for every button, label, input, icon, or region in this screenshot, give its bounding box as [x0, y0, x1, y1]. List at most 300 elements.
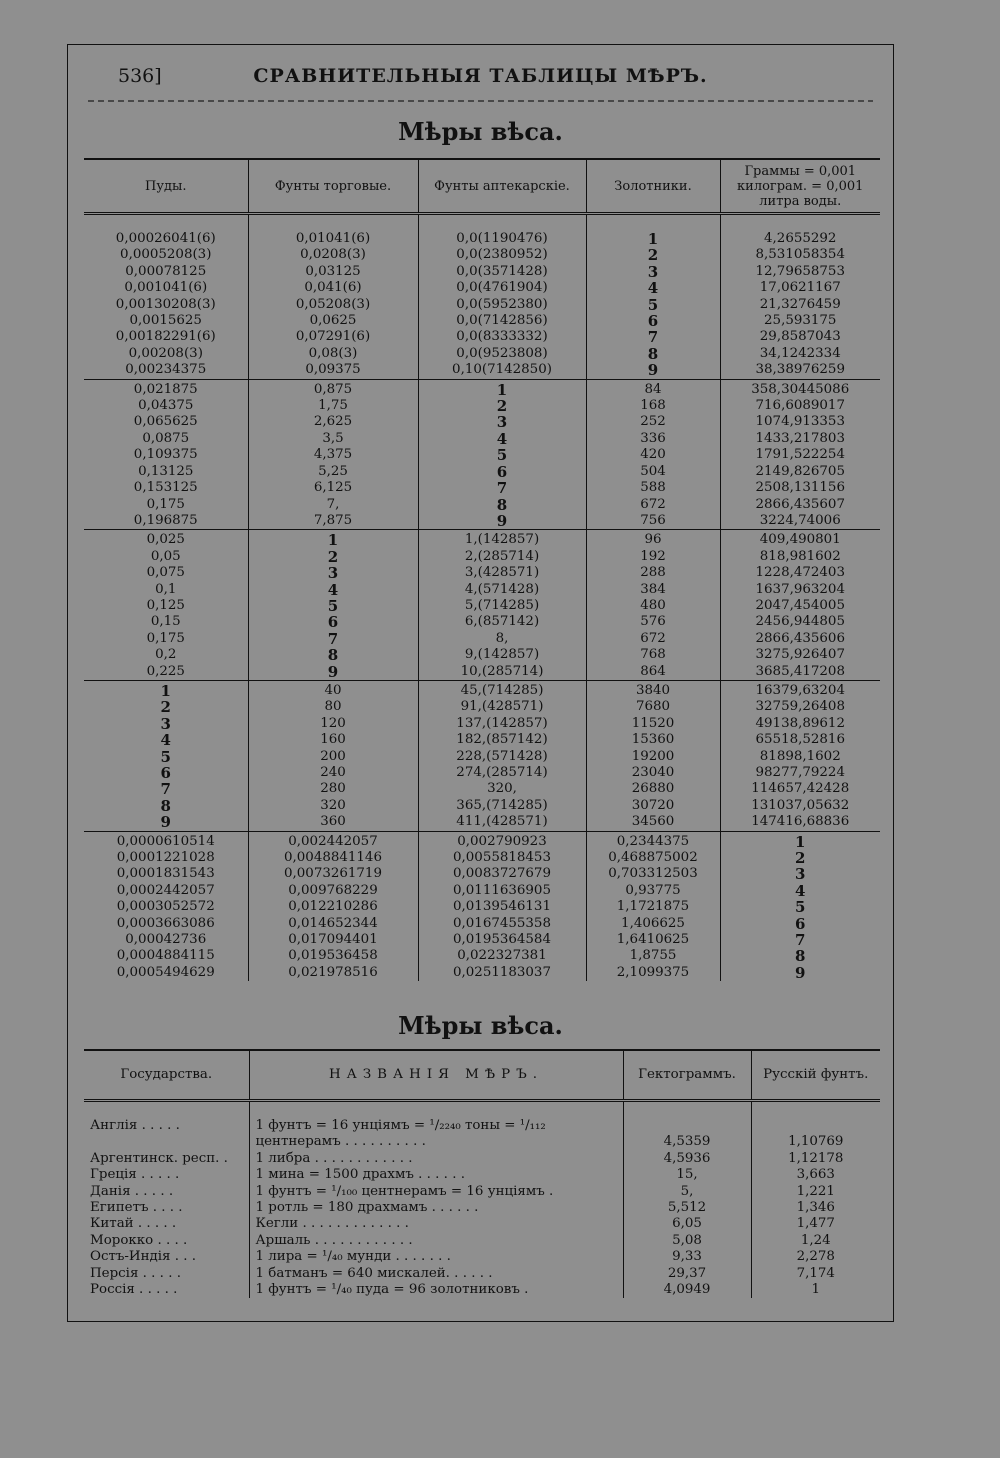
- cell-zolotniki: 9: [586, 362, 720, 379]
- table-row: [84, 1249, 880, 1265]
- section-title-1: Мѣры вѣса.: [398, 117, 563, 146]
- cell-hectograms: 5,: [623, 1184, 751, 1200]
- cell-pudy: 6: [160, 765, 171, 782]
- table-row: [84, 362, 880, 379]
- cell-zolotniki: 3: [586, 264, 720, 280]
- cell-measure-name: 1 фунтъ = ¹/₄₀ пуда = 96 золотниковъ .: [249, 1282, 623, 1298]
- cell-state: Китай . . . . .: [90, 1216, 177, 1232]
- table-row: [84, 749, 880, 765]
- cell-funty-aptekarskie: 0,0(5952380): [418, 297, 586, 313]
- table-row: [84, 798, 880, 814]
- cell-funty-aptekarskie: 0,0(8333332): [418, 329, 586, 345]
- cell-measure-name: Аршаль . . . . . . . . . . . .: [249, 1233, 623, 1249]
- cell-zolotniki: 8: [586, 346, 720, 362]
- cell-pudy: 0,05: [150, 548, 181, 564]
- cell-funty-torgovye: 0,0048841146: [248, 850, 418, 866]
- cell-funty-aptekarskie: 7: [418, 480, 586, 496]
- cell-pudy: 0,13125: [138, 463, 194, 479]
- cell-funty-torgovye: 7,875: [248, 513, 418, 530]
- cell-zolotniki: 588: [586, 480, 720, 496]
- cell-funty-torgovye: 0,0625: [248, 313, 418, 329]
- cell-funty-aptekarskie: 0,0111636905: [418, 883, 586, 899]
- cell-zolotniki: 0,93775: [586, 883, 720, 899]
- cell-grammy: 21,3276459: [720, 297, 880, 313]
- table-row: [84, 447, 880, 463]
- cell-pudy: 0,00234375: [125, 362, 207, 378]
- table-row: [84, 414, 880, 430]
- table-row: [84, 765, 880, 781]
- cell-grammy: 131037,05632: [720, 798, 880, 814]
- cell-measure-name: 1 либра . . . . . . . . . . . .: [249, 1151, 623, 1167]
- cell-funty-aptekarskie: 2,(285714): [418, 549, 586, 565]
- cell-grammy: 1637,963204: [720, 582, 880, 598]
- cell-hectograms: 4,5936: [623, 1151, 751, 1167]
- cell-funty-aptekarskie: 320,: [418, 781, 586, 797]
- cell-grammy: 3685,417208: [720, 664, 880, 681]
- cell-zolotniki: 672: [586, 631, 720, 647]
- cell-funty-aptekarskie: 1,(142857): [418, 530, 586, 549]
- cell-grammy: 114657,42428: [720, 781, 880, 797]
- spacer-cell: [418, 214, 586, 232]
- cell-funty-aptekarskie: 182,(857142): [418, 732, 586, 748]
- cell-pudy: 0,2: [155, 647, 177, 663]
- cell-state: Англія . . . . .: [90, 1118, 180, 1133]
- cell-grammy: 1791,522254: [720, 447, 880, 463]
- cell-hectograms: 15,: [623, 1167, 751, 1183]
- cell-funty-torgovye: 0,019536458: [248, 948, 418, 964]
- page: [67, 44, 894, 1322]
- cell-grammy: 147416,68836: [720, 814, 880, 831]
- cell-state: Остъ-Индія . . .: [90, 1249, 197, 1265]
- cell-funty-torgovye: 0,017094401: [248, 932, 418, 948]
- cell-state: Аргентинск. респ. .: [90, 1150, 228, 1166]
- cell-funty-torgovye: 0,07291(6): [248, 329, 418, 345]
- cell-funty-torgovye: 360: [248, 814, 418, 831]
- cell-zolotniki: 2,1099375: [586, 965, 720, 981]
- cell-pudy: 0,0004884115: [116, 948, 215, 964]
- cell-grammy: 12,79658753: [720, 264, 880, 280]
- decorative-rule: [88, 97, 873, 105]
- table-row: [84, 329, 880, 345]
- cell-funty-torgovye: 5,25: [248, 464, 418, 480]
- cell-zolotniki: 11520: [586, 716, 720, 732]
- cell-state: Россія . . . . .: [90, 1282, 178, 1298]
- spacer-cell: [84, 1101, 249, 1119]
- cell-grammy: 358,30445086: [720, 379, 880, 398]
- table-row: [84, 1282, 880, 1298]
- cell-russian-pound: 2,278: [751, 1249, 880, 1265]
- cell-pudy: 0,0875: [142, 430, 190, 446]
- table-row: [84, 247, 880, 263]
- cell-grammy: 8,531058354: [720, 247, 880, 263]
- cell-funty-torgovye: 0,002442057: [248, 831, 418, 850]
- cell-funty-aptekarskie: 5: [418, 447, 586, 463]
- table-row: [84, 664, 880, 681]
- table-row: [84, 480, 880, 496]
- cell-state: Данія . . . . .: [90, 1183, 174, 1199]
- cell-grammy: 17,0621167: [720, 280, 880, 296]
- cell-russian-pound: 1,12178: [751, 1151, 880, 1167]
- cell-grammy: 3: [720, 866, 880, 882]
- spacer-cell: [751, 1101, 880, 1119]
- cell-funty-torgovye: 3: [248, 565, 418, 581]
- cell-funty-torgovye: 320: [248, 798, 418, 814]
- cell-zolotniki: 252: [586, 414, 720, 430]
- cell-russian-pound: [751, 1118, 880, 1134]
- cell-measure-name: 1 лира = ¹/₄₀ мунди . . . . . . .: [249, 1249, 623, 1265]
- cell-funty-aptekarskie: 0,0139546131: [418, 899, 586, 915]
- cell-pudy: 0,0003663086: [116, 915, 215, 931]
- cell-zolotniki: 5: [586, 297, 720, 313]
- cell-zolotniki: 15360: [586, 732, 720, 748]
- cell-russian-pound: 7,174: [751, 1266, 880, 1282]
- table-row: [84, 1167, 880, 1183]
- cell-funty-aptekarskie: 0,022327381: [418, 948, 586, 964]
- spacer-cell: [586, 214, 720, 232]
- cell-funty-aptekarskie: 0,10(7142850): [418, 362, 586, 379]
- cell-grammy: 38,38976259: [720, 362, 880, 379]
- cell-grammy: 5: [720, 899, 880, 915]
- table-row: [84, 965, 880, 981]
- table-row: [84, 280, 880, 296]
- cell-zolotniki: 6: [586, 313, 720, 329]
- table-row: [84, 497, 880, 513]
- cell-funty-torgovye: 1,75: [248, 398, 418, 414]
- cell-grammy: 49138,89612: [720, 716, 880, 732]
- cell-grammy: 7: [720, 932, 880, 948]
- cell-grammy: 1074,913353: [720, 414, 880, 430]
- table-row: [84, 1151, 880, 1167]
- cell-grammy: 2: [720, 850, 880, 866]
- cell-zolotniki: 420: [586, 447, 720, 463]
- cell-pudy: 0,15: [150, 614, 181, 630]
- cell-funty-torgovye: 0,0073261719: [248, 866, 418, 882]
- country-measures-table: [84, 1049, 880, 1298]
- table-row: [84, 379, 880, 398]
- cell-grammy: 3275,926407: [720, 647, 880, 663]
- header-zolotniki: Золотники.: [586, 159, 720, 214]
- table-header-row: [84, 1050, 880, 1101]
- cell-funty-aptekarskie: 5,(714285): [418, 598, 586, 614]
- cell-zolotniki: 1,1721875: [586, 899, 720, 915]
- section-title-2: Мѣры вѣса.: [398, 1011, 563, 1040]
- cell-hectograms: 6,05: [623, 1216, 751, 1232]
- cell-funty-torgovye: 7: [248, 631, 418, 647]
- weights-conversion-table: [84, 158, 880, 981]
- cell-zolotniki: 7680: [586, 699, 720, 715]
- cell-measure-name: 1 ротль = 180 драхмамъ . . . . . .: [249, 1200, 623, 1216]
- table-group-5: [84, 831, 880, 981]
- cell-pudy: 9: [160, 814, 171, 832]
- header-russian-pound: Русскій фунтъ.: [751, 1050, 880, 1101]
- cell-grammy: 4,2655292: [720, 231, 880, 247]
- cell-zolotniki: 1,406625: [586, 916, 720, 932]
- cell-zolotniki: 96: [586, 530, 720, 549]
- cell-russian-pound: 1,24: [751, 1233, 880, 1249]
- spacer-cell: [84, 214, 248, 232]
- cell-pudy: 8: [160, 797, 171, 815]
- cell-funty-aptekarskie: 0,0(2380952): [418, 247, 586, 263]
- cell-pudy: 0,021875: [133, 381, 198, 397]
- cell-pudy: 0,025: [146, 532, 185, 548]
- cell-funty-torgovye: 0,012210286: [248, 899, 418, 915]
- cell-grammy: 1: [720, 831, 880, 850]
- cell-funty-aptekarskie: 0,0195364584: [418, 932, 586, 948]
- page-header: [88, 65, 873, 95]
- cell-pudy: 0,075: [146, 565, 185, 581]
- cell-zolotniki: 864: [586, 664, 720, 681]
- cell-pudy: 0,00078125: [125, 263, 207, 279]
- cell-pudy: 0,0003052572: [116, 899, 215, 915]
- cell-funty-torgovye: 280: [248, 781, 418, 797]
- cell-zolotniki: 504: [586, 464, 720, 480]
- cell-funty-aptekarskie: 6,(857142): [418, 614, 586, 630]
- table-row: [84, 680, 880, 699]
- cell-pudy: 0,001041(6): [124, 280, 208, 296]
- cell-zolotniki: 0,468875002: [586, 850, 720, 866]
- cell-zolotniki: 7: [586, 329, 720, 345]
- table-row: [84, 1266, 880, 1282]
- cell-funty-aptekarskie: 8: [418, 497, 586, 513]
- spacer-cell: [720, 214, 880, 232]
- table-row: [84, 716, 880, 732]
- cell-zolotniki: 30720: [586, 798, 720, 814]
- cell-zolotniki: 192: [586, 549, 720, 565]
- cell-grammy: 4: [720, 883, 880, 899]
- cell-funty-aptekarskie: 0,0(3571428): [418, 264, 586, 280]
- cell-pudy: 0,00182291(6): [115, 329, 216, 345]
- cell-pudy: 0,0005208(3): [120, 247, 212, 263]
- cell-funty-aptekarskie: 0,0055818453: [418, 850, 586, 866]
- table-row: [84, 598, 880, 614]
- header-grammy: Граммы = 0,001 килограм. = 0,001 литра воды.: [720, 159, 880, 214]
- table-row: [84, 1184, 880, 1200]
- cell-pudy: 0,0005494629: [116, 964, 215, 980]
- cell-russian-pound: 3,663: [751, 1167, 880, 1183]
- cell-measure-name: Кегли . . . . . . . . . . . . .: [249, 1216, 623, 1232]
- table-row: [84, 831, 880, 850]
- cell-funty-aptekarskie: 4,(571428): [418, 582, 586, 598]
- cell-funty-torgovye: 3,5: [248, 431, 418, 447]
- cell-russian-pound: 1,477: [751, 1216, 880, 1232]
- table-row: [84, 398, 880, 414]
- table-row: [84, 883, 880, 899]
- cell-funty-aptekarskie: 0,0(7142856): [418, 313, 586, 329]
- header-measure-names: НАЗВАНІЯ МѢРЪ.: [249, 1050, 623, 1101]
- cell-pudy: 0,1: [155, 581, 177, 597]
- table-row: [84, 647, 880, 663]
- table-row: [84, 549, 880, 565]
- table-row: [84, 464, 880, 480]
- cell-funty-aptekarskie: 274,(285714): [418, 765, 586, 781]
- cell-hectograms: 5,08: [623, 1233, 751, 1249]
- cell-pudy: 0,00042736: [125, 932, 207, 948]
- table-row: [84, 732, 880, 748]
- cell-russian-pound: 1,10769: [751, 1134, 880, 1150]
- cell-pudy: 7: [160, 781, 171, 798]
- header-hectograms: Гектограммъ.: [623, 1050, 751, 1101]
- cell-funty-aptekarskie: 228,(571428): [418, 749, 586, 765]
- cell-funty-torgovye: 0,03125: [248, 264, 418, 280]
- table-row: [84, 264, 880, 280]
- cell-hectograms: 29,37: [623, 1266, 751, 1282]
- cell-funty-aptekarskie: 3: [418, 414, 586, 430]
- table-row: [84, 631, 880, 647]
- cell-grammy: 2149,826705: [720, 464, 880, 480]
- cell-grammy: 1433,217803: [720, 431, 880, 447]
- cell-funty-torgovye: 120: [248, 716, 418, 732]
- cell-funty-aptekarskie: 6: [418, 464, 586, 480]
- cell-zolotniki: 1,6410625: [586, 932, 720, 948]
- table-spacer: [84, 1101, 880, 1119]
- cell-funty-torgovye: 0,08(3): [248, 346, 418, 362]
- cell-funty-aptekarskie: 0,0(1190476): [418, 231, 586, 247]
- table-group-3: [84, 530, 880, 681]
- cell-measure-name: 1 мина = 1500 драхмъ . . . . . .: [249, 1167, 623, 1183]
- cell-pudy: 0,125: [146, 597, 185, 613]
- cell-pudy: 0,225: [146, 663, 185, 679]
- cell-measure-name: 1 фунтъ = 16 унціямъ = ¹/₂₂₄₀ тоны = ¹/₁₁₂: [249, 1118, 623, 1134]
- cell-hectograms: 4,0949: [623, 1282, 751, 1298]
- cell-funty-aptekarskie: 9,(142857): [418, 647, 586, 663]
- cell-funty-torgovye: 0,01041(6): [248, 231, 418, 247]
- cell-pudy: 0,0015625: [129, 313, 202, 329]
- cell-zolotniki: 1: [586, 231, 720, 247]
- cell-funty-torgovye: 0,05208(3): [248, 297, 418, 313]
- cell-grammy: 6: [720, 916, 880, 932]
- cell-state: [84, 1134, 249, 1150]
- cell-zolotniki: 1,8755: [586, 948, 720, 964]
- cell-funty-aptekarskie: 2: [418, 398, 586, 414]
- cell-zolotniki: 2: [586, 247, 720, 263]
- cell-funty-torgovye: 240: [248, 765, 418, 781]
- table-row: [84, 313, 880, 329]
- header-funty-aptekarskie: Фунты аптекарскіе.: [418, 159, 586, 214]
- cell-funty-torgovye: 9: [248, 664, 418, 681]
- cell-funty-torgovye: 8: [248, 647, 418, 663]
- cell-funty-torgovye: 1: [248, 530, 418, 549]
- cell-funty-torgovye: 0,014652344: [248, 916, 418, 932]
- cell-funty-torgovye: 200: [248, 749, 418, 765]
- cell-grammy: 34,1242334: [720, 346, 880, 362]
- cell-grammy: 98277,79224: [720, 765, 880, 781]
- cell-funty-torgovye: 5: [248, 598, 418, 614]
- cell-funty-aptekarskie: 8,: [418, 631, 586, 647]
- cell-pudy: 0,0002442057: [116, 882, 215, 898]
- cell-funty-aptekarskie: 45,(714285): [418, 680, 586, 699]
- cell-state: Мороккo . . . .: [90, 1232, 188, 1248]
- cell-state: Египетъ . . . .: [90, 1200, 183, 1216]
- table-row: [84, 346, 880, 362]
- cell-funty-aptekarskie: 91,(428571): [418, 699, 586, 715]
- table-row: [84, 1200, 880, 1216]
- cell-pudy: 0,0001221028: [116, 850, 215, 866]
- cell-pudy: 0,00208(3): [128, 345, 203, 361]
- cell-grammy: 716,6089017: [720, 398, 880, 414]
- cell-pudy: 2: [160, 699, 171, 716]
- table-row: [84, 850, 880, 866]
- cell-funty-aptekarskie: 411,(428571): [418, 814, 586, 831]
- cell-pudy: 0,00130208(3): [115, 296, 216, 312]
- cell-pudy: 0,0000610514: [116, 833, 215, 849]
- cell-funty-torgovye: 0,021978516: [248, 965, 418, 981]
- cell-funty-aptekarskie: 0,0167455358: [418, 916, 586, 932]
- cell-grammy: 2866,435607: [720, 497, 880, 513]
- cell-hectograms: 9,33: [623, 1249, 751, 1265]
- cell-funty-aptekarskie: 0,0251183037: [418, 965, 586, 981]
- cell-funty-aptekarskie: 0,002790923: [418, 831, 586, 850]
- header-pudy: Пуды.: [84, 159, 248, 214]
- cell-funty-torgovye: 0,09375: [248, 362, 418, 379]
- cell-zolotniki: 480: [586, 598, 720, 614]
- cell-russian-pound: 1,221: [751, 1184, 880, 1200]
- table-row: [84, 431, 880, 447]
- cell-grammy: 409,490801: [720, 530, 880, 549]
- cell-zolotniki: 34560: [586, 814, 720, 831]
- cell-pudy: 1: [160, 681, 171, 700]
- cell-grammy: 25,593175: [720, 313, 880, 329]
- cell-funty-aptekarskie: 0,0083727679: [418, 866, 586, 882]
- cell-grammy: 1228,472403: [720, 565, 880, 581]
- cell-funty-torgovye: 4: [248, 582, 418, 598]
- table-row: [84, 866, 880, 882]
- cell-funty-torgovye: 0,875: [248, 379, 418, 398]
- cell-grammy: 81898,1602: [720, 749, 880, 765]
- cell-funty-torgovye: 40: [248, 680, 418, 699]
- cell-funty-aptekarskie: 365,(714285): [418, 798, 586, 814]
- cell-pudy: 0,175: [146, 496, 185, 512]
- cell-funty-aptekarskie: 9: [418, 513, 586, 530]
- table-row: [84, 231, 880, 247]
- cell-zolotniki: 384: [586, 582, 720, 598]
- table-row: [84, 565, 880, 581]
- table-row: [84, 1118, 880, 1134]
- cell-measure-name: 1 батманъ = 640 мискалей. . . . . .: [249, 1266, 623, 1282]
- table-row: [84, 814, 880, 831]
- cell-funty-aptekarskie: 137,(142857): [418, 716, 586, 732]
- cell-funty-torgovye: 0,0208(3): [248, 247, 418, 263]
- table-row: [84, 1134, 880, 1150]
- cell-hectograms: 4,5359: [623, 1134, 751, 1150]
- table-row: [84, 1233, 880, 1249]
- cell-zolotniki: 0,2344375: [586, 831, 720, 850]
- cell-grammy: 32759,26408: [720, 699, 880, 715]
- table-header-row: [84, 159, 880, 214]
- cell-pudy: 3: [160, 715, 171, 733]
- table-row: [84, 916, 880, 932]
- cell-zolotniki: 0,703312503: [586, 866, 720, 882]
- cell-grammy: 9: [720, 965, 880, 981]
- cell-funty-torgovye: 6,125: [248, 480, 418, 496]
- cell-pudy: 0,109375: [133, 447, 198, 463]
- cell-zolotniki: 168: [586, 398, 720, 414]
- cell-pudy: 5: [160, 748, 171, 765]
- cell-zolotniki: 288: [586, 565, 720, 581]
- cell-pudy: 0,04375: [138, 398, 194, 414]
- cell-funty-aptekarskie: 0,0(4761904): [418, 280, 586, 296]
- page-number: 536]: [118, 65, 162, 87]
- table-group-2: [84, 379, 880, 530]
- cell-state: Греція . . . . .: [90, 1167, 180, 1183]
- cell-funty-torgovye: 160: [248, 732, 418, 748]
- cell-pudy: 0,065625: [133, 414, 198, 430]
- cell-funty-torgovye: 7,: [248, 497, 418, 513]
- table-row: [84, 582, 880, 598]
- cell-zolotniki: 84: [586, 379, 720, 398]
- cell-funty-aptekarskie: 10,(285714): [418, 664, 586, 681]
- cell-zolotniki: 26880: [586, 781, 720, 797]
- cell-zolotniki: 768: [586, 647, 720, 663]
